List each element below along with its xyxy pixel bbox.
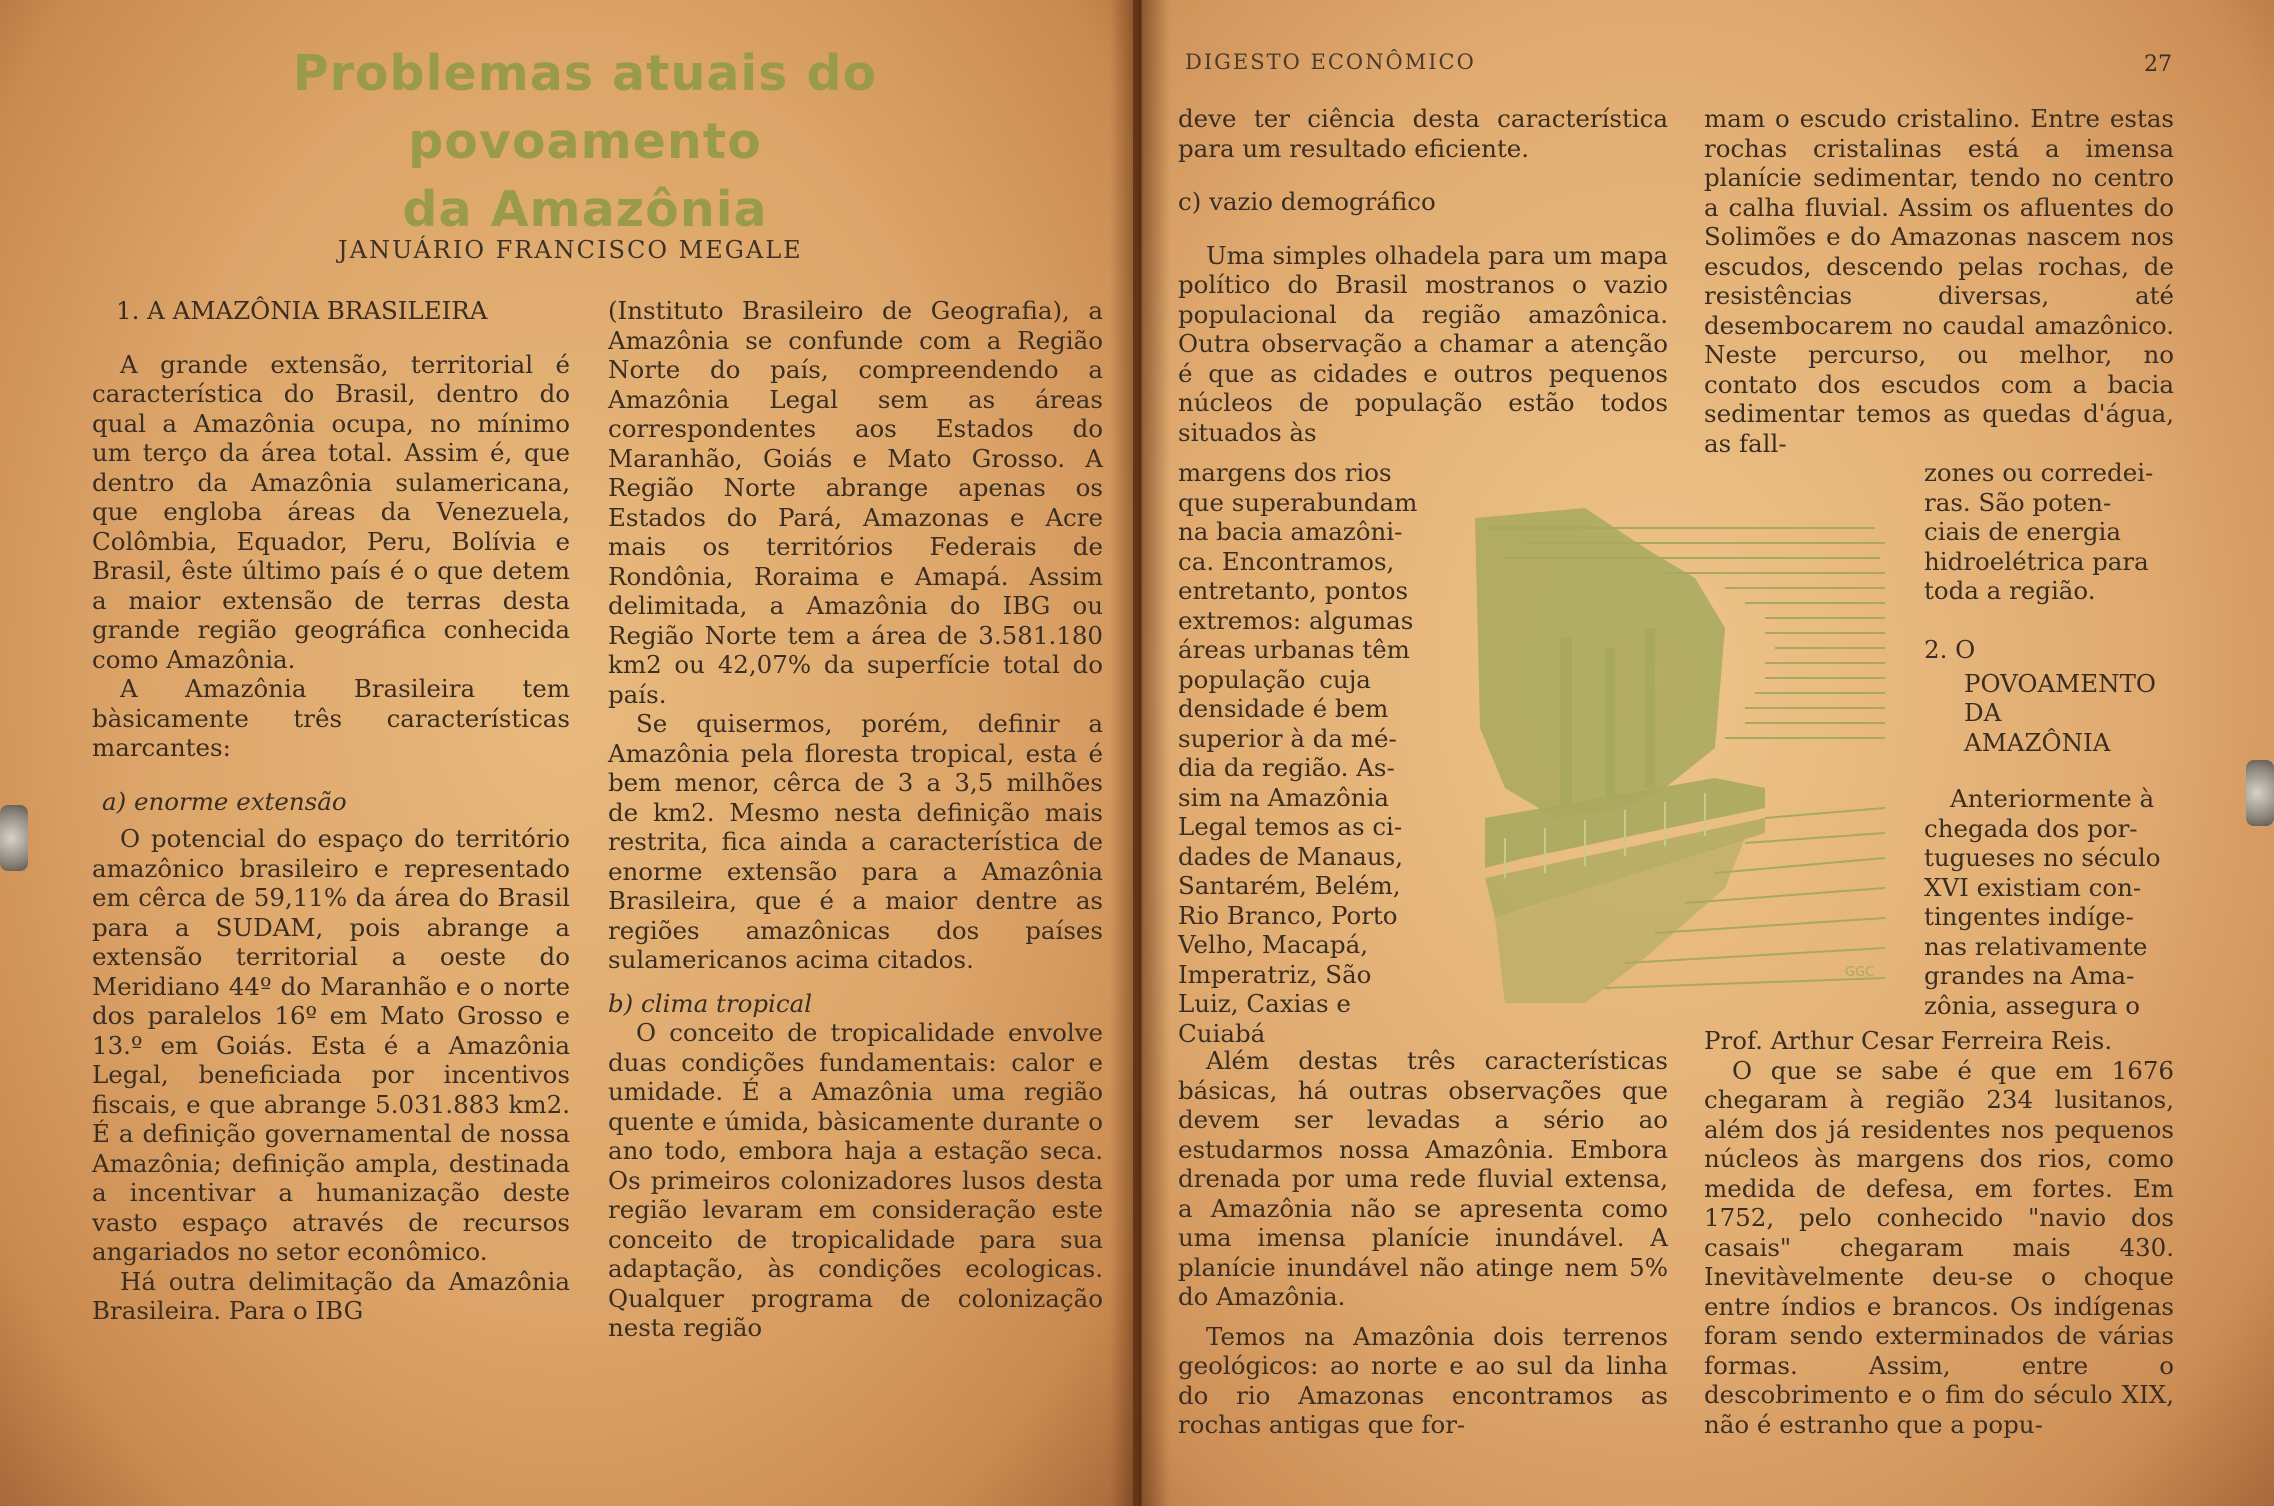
text-line: Rio Branco, Porto [1178,900,1398,930]
right-column-1-bottom [1178,1046,1668,1440]
text-line: POVOAMENTO [1964,668,2157,698]
text-line: zones ou corredei- [1924,458,2154,487]
paragraph: O conceito de tropicalidade envolve duas condições fundamentais: calor e umidade. É a Amazônia uma região quente e úmida, bàsicamente durante o ano todo, embora haja a estação seca. Os primeiros colonizadores lusos desta região levaram em consideração este conceito de tropicalidade para sua adaptação, às condições ecologicas. Qualquer programa de colonização nesta região [608,1018,1103,1342]
text-line: grandes na Ama- [1924,961,2135,990]
paragraph: (Instituto Brasileiro de Geografia), a Amazônia se confunde com a Região Norte do país, compreendendo a Amazônia Legal sem as áreas correspondentes aos Estados do Maranhão, Goiás e Mato Grosso. A Região Norte abrange apenas os Estados do Pará, Amazonas e Acre mais os territórios Federais de Rondônia, Roraima e Amapá. Assim delimitada, a Amazônia do IBG ou Região Norte tem a área de 3.581.180 km2 ou 42,07% da superfície total do país. [608,296,1103,709]
text-line: ciais de energia [1924,517,2121,546]
paragraph: Uma simples olhadela para um mapa político do Brasil mostranos o vazio populacional da região amazônica. Outra observação a chamar a atenção é que as cidades e outros pequenos núcleos de população estão todos situados às [1178,240,1668,447]
text-line: superior à da mé- [1178,723,1397,753]
paragraph: Temos na Amazônia dois terrenos geológicos: ao norte e ao sul da linha do rio Amazonas encontramos as rochas antigas que for- [1178,1321,1668,1439]
text-line: sim na Amazônia [1178,782,1390,812]
subheading-c: c) vazio demográfico [1178,187,1436,216]
paragraph: A Amazônia Brasileira tem bàsicamente três características marcantes: [92,674,570,762]
paragraph: O potencial do espaço do território amazônico brasileiro e representado em cêrca de 59,11% da área do Brasil para a SUDAM, pois abrange a extensão territorial a oeste do Meridiano 44º do Maranhão e o norte dos paralelos 16º em Mato Grosso e 13.º em Goiás. Esta é a Amazônia Legal, beneficiada por incentivos fiscais, e que abrange 5.031.883 km2. É a definição governamental de nossa Amazônia; definição ampla, destinada a incentivar a humanização deste vasto espaço através de recursos angariados no setor econômico. [92,824,570,1266]
text-line: nas relativamente [1924,931,2148,961]
section-heading-2 [1924,635,2174,757]
right-page-tab [2246,760,2274,826]
text-line: chegada dos por- [1924,813,2138,843]
paragraph: Há outra delimitação da Amazônia Brasileira. Para o IBG [92,1266,570,1325]
text-line: hidroelétrica para [1924,546,2149,576]
text-line: 2. O [1924,635,1976,664]
text-line: margens dos rios [1178,458,1392,487]
subheading-b: b) clima tropical [608,988,813,1018]
text-line: entretanto, pontos [1178,576,1409,605]
text-line: Cuiabá [1178,1018,1266,1048]
paragraph: O que se sabe é que em 1676 chegaram à região 234 lusitanos, além dos já residentes nos pequenos núcleos às margens dos rios, como medida de defesa, em fortes. Em 1752, pelo conhecido "navio dos casais" chegaram mais 430. Inevitàvelmente deu-se o choque entre índios e brancos. Os indígenas foram sendo exterminados de várias formas. Assim, entre o descobrimento e o fim do século XIX, não é estranho que a popu- [1704,1055,2174,1439]
illustration-signature: GGC [1845,965,1875,980]
text-line: Imperatriz, São [1178,959,1372,989]
title-line-1: Problemas atuais do povoamento [292,45,878,170]
paragraph: A grande extensão, territorial é característica do Brasil, dentro do qual a Amazônia ocupa, no mínimo um terço da área total. Assim é, que dentro da Amazônia sulamericana, que engloba áreas da Venezuela, Colômbia, Equador, Peru, Bolívia e Brasil, êste último país é o que detem a maior extensão de terras desta grande região geográfica conhecida como Amazônia. [92,349,570,674]
paragraph: Se quisermos, porém, definir a Amazônia pela floresta tropical, esta é bem menor, cêrca de 3 a 3,5 milhões de km2. Mesmo nesta definição mais restrita, fica ainda a característica de enorme extensão para a Amazônia Brasileira, que é a maior dentre as regiões amazônicas dos países sulamericanos acima citados. [608,709,1103,974]
text-line: Luiz, Caxias e [1178,989,1351,1018]
text-line: extremos: algumas [1178,605,1414,635]
text-line: zônia, assegura o [1924,990,2141,1020]
text-line: tugueses no século [1924,843,2161,872]
right-column-2-bottom [1704,1026,2174,1439]
text-line: áreas urbanas têm [1178,635,1410,664]
left-column-1 [92,296,570,1326]
text-line: Anteriormente à [1950,784,2155,813]
text-line: ras. São poten- [1924,487,2112,517]
book-gutter [1110,0,1170,1506]
river-palm-illustration [1465,488,1895,1008]
text-line: Velho, Macapá, [1178,930,1368,959]
right-column-1-top [1178,104,1668,447]
text-line: AMAZÔNIA [1964,727,2111,757]
text-line: população cuja [1178,664,1371,694]
text-line: ca. Encontramos, [1178,546,1395,576]
author-name: JANUÁRIO FRANCISCO MEGALE [338,236,803,264]
title-line-2: da Amazônia [402,181,768,238]
text-line: densidade é bem [1178,694,1389,723]
article-title [120,40,1050,244]
text-line: dia da região. As- [1178,753,1395,782]
text-line: dades de Manaus, [1178,841,1404,871]
text-line: tingentes indíge- [1924,902,2134,931]
right-column-1-narrow [1178,458,1448,1048]
running-head: DIGESTO ECONÔMICO [1185,50,1476,74]
subheading-a: a) enorme extensão [102,786,347,816]
text-line: XVI existiam con- [1924,872,2142,902]
text-line: na bacia amazôni- [1178,517,1403,546]
right-column-2-top [1704,104,2174,458]
text-line: Santarém, Belém, [1178,871,1401,900]
section-heading-1: 1. A AMAZÔNIA BRASILEIRA [116,296,488,325]
left-column-2 [608,296,1103,1343]
paragraph: deve ter ciência desta característica para um resultado eficiente. [1178,104,1668,163]
text-line: toda a região. [1924,576,2096,605]
paragraph: mam o escudo cristalino. Entre estas rochas cristalinas está a imensa planície sedimentar, tendo no centro a calha fluvial. Assim os afluentes do Solimões e do Amazonas nascem nos escudos, descendo pelas rochas, de resistências diversas, até desembocarem no caudal amazônico. Neste percurso, ou melhor, no contato dos escudos com a bacia sedimentar temos as quedas d'água, as fall- [1704,104,2174,458]
left-page-tab [0,805,28,871]
right-column-2-narrow-2 [1924,784,2174,1020]
text-line: DA [1964,698,2002,727]
paragraph: Prof. Arthur Cesar Ferreira Reis. [1704,1026,2113,1055]
page-number: 27 [2144,52,2172,77]
paragraph: Além destas três características básicas, há outras observações que devem ser levadas a sério ao estudarmos nossa Amazônia. Embora drenada por uma rede fluvial extensa, a Amazônia não se apresenta como uma imensa planície inundável. A planície inundável não atinge nem 5% do Amazônia. [1178,1046,1668,1311]
text-line: Legal temos as ci- [1178,812,1403,841]
text-line: que superabundam [1178,487,1418,517]
right-column-2-narrow-1 [1924,458,2174,606]
